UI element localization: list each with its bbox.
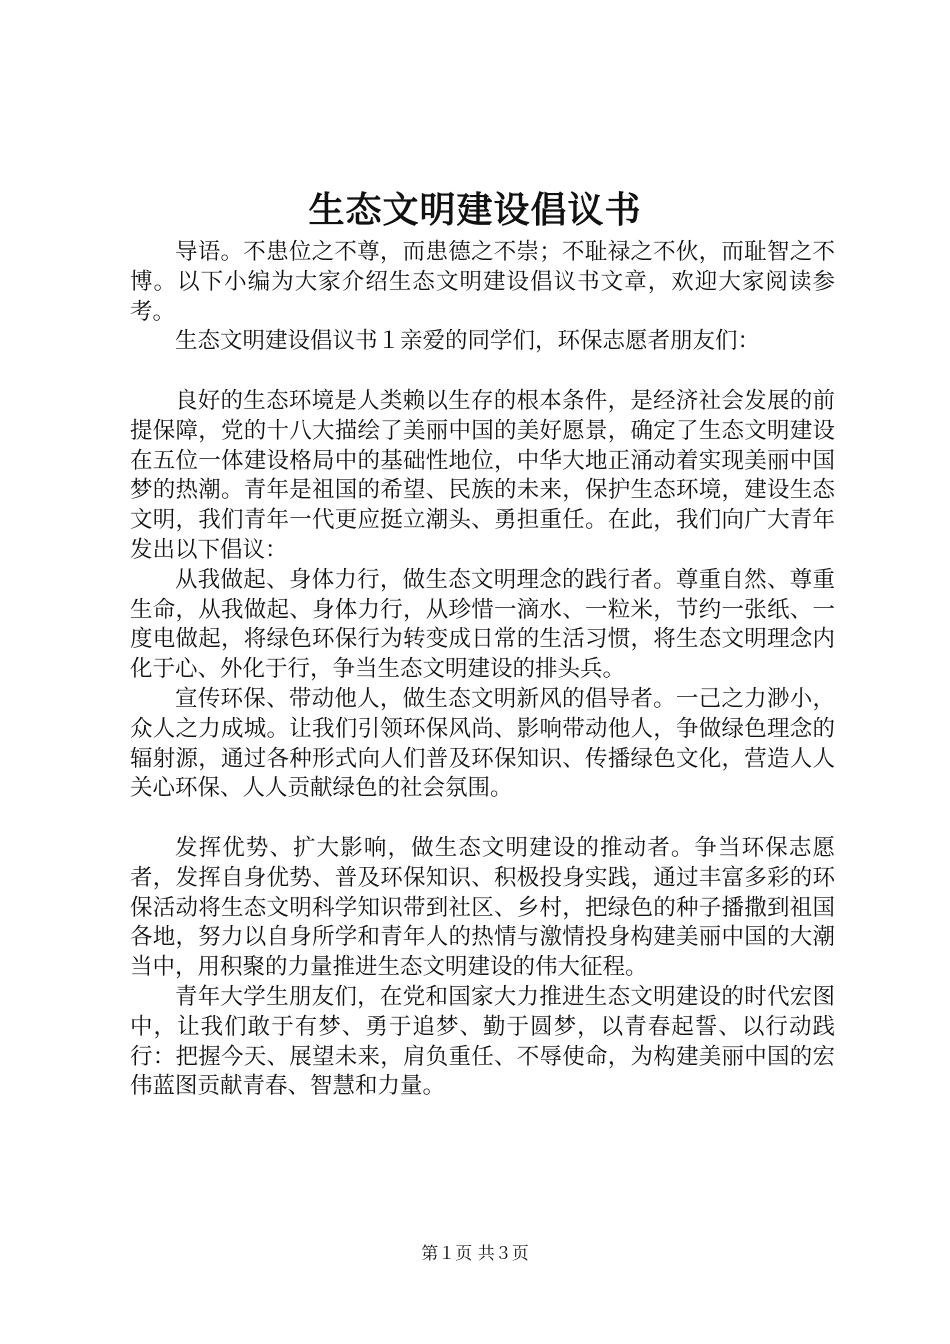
page-footer: 第１页 共３页 <box>421 1244 529 1264</box>
paragraph-salutation: 生态文明建设倡议书１亲爱的同学们，环保志愿者朋友们： <box>175 328 761 355</box>
page-title: 生态文明建设倡议书 <box>308 189 642 231</box>
paragraph-proposal-3: 发挥优势、扩大影响，做生态文明建设的推动者。争当环保志愿者，发挥自身优势、普及环保知识、积极投身实践，通过丰富多彩的环保活动将生态文明科学知识带到社区、乡村，把绿色的种子播撒到祖国各地，努力以自身所学和青年人的热情与激情投身构建美丽中国的大潮当中，用积聚的力量推进生态文明建设的伟大征程。 <box>130 834 835 981</box>
paragraph-proposal-1: 从我做起、身体力行，做生态文明理念的践行者。尊重自然、尊重生命，从我做起、身体力行，从珍惜一滴水、一粒米，节约一张纸、一度电做起，将绿色环保行为转变成日常的生活习惯，将生态文明理念内化于心、外化于行，争当生态文明建设的排头兵。 <box>130 566 835 683</box>
paragraph-intro: 导语。不患位之不尊，而患德之不崇；不耻禄之不伙，而耻智之不博。以下小编为大家介绍生态文明建设倡议书文章，欢迎大家阅读参考。 <box>130 239 835 325</box>
paragraph-closing: 青年大学生朋友们，在党和国家大力推进生态文明建设的时代宏图中，让我们敢于有梦、勇于追梦、勤于圆梦，以青春起誓、以行动践行：把握今天、展望未来，肩负重任、不辱使命，为构建美丽中国的宏伟蓝图贡献青春、智慧和力量。 <box>130 983 835 1100</box>
document-body <box>130 238 835 1102</box>
paragraph-proposal-2: 宣传环保、带动他人，做生态文明新风的倡导者。一己之力渺小，众人之力成城。让我们引领环保风尚、影响带动他人，争做绿色理念的辐射源，通过各种形式向人们普及环保知识、传播绿色文化，营造人人关心环保、人人贡献绿色的社会氛围。 <box>130 685 835 802</box>
paragraph-background: 良好的生态环境是人类赖以生存的根本条件，是经济社会发展的前提保障，党的十八大描绘了美丽中国的美好愿景，确定了生态文明建设在五位一体建设格局中的基础性地位，中华大地正涌动着实现美丽中国梦的热潮。青年是祖国的希望、民族的未来，保护生态环境，建设生态文明，我们青年一代更应挺立潮头、勇担重任。在此，我们向广大青年发出以下倡议： <box>130 387 835 563</box>
